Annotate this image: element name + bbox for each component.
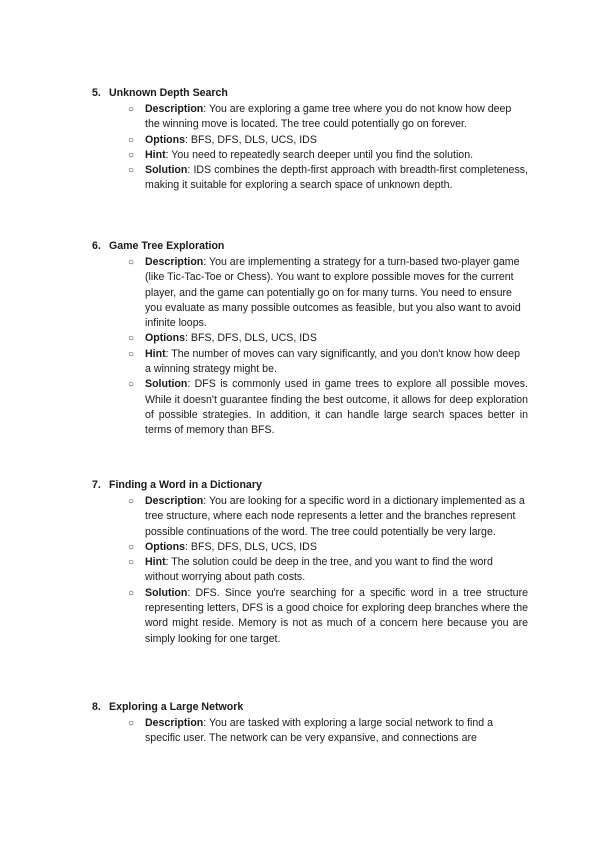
section-number: 8. xyxy=(92,701,101,713)
section-title: Game Tree Exploration xyxy=(109,240,225,252)
item-label: Description xyxy=(145,103,204,115)
circle-bullet-icon: ○ xyxy=(128,104,135,115)
circle-bullet-icon: ○ xyxy=(128,257,135,268)
item-text: : You are implementing a strategy for a turn-based two-player game (like Tic-Tac-Toe or Chess). You want to explore possible moves for the current player, and the game can potentially go on for many turns. You need to ensure you evaluate as many possible outcomes as feasible, but you also want to avoid infinite loops. xyxy=(145,256,521,330)
section-heading xyxy=(92,239,224,254)
list-item xyxy=(0,102,528,133)
item-text: : You are looking for a specific word in a dictionary implemented as a tree structure, where each node represents a letter and the branches represent possible continuations of the word. The tree could potentially be very large. xyxy=(145,495,525,538)
item-label: Hint xyxy=(145,556,166,569)
item-label: Options xyxy=(145,133,186,146)
item-text: : You need to repeatedly search deeper until you find the solution. xyxy=(165,148,474,161)
item-label: Solution xyxy=(145,586,188,599)
item-text: : You are tasked with exploring a large social network to find a specific user. The network can be very expansive, and connections are xyxy=(145,717,494,745)
item-label: Solution xyxy=(145,164,188,177)
section-number: 5. xyxy=(92,87,101,99)
section-heading xyxy=(92,478,262,493)
list-item xyxy=(0,148,528,163)
circle-bullet-icon: ○ xyxy=(128,718,135,729)
list-item xyxy=(0,716,528,747)
item-text: : BFS, DFS, DLS, UCS, IDS xyxy=(185,332,317,345)
item-label: Options xyxy=(145,540,186,553)
list-item xyxy=(0,347,528,378)
bullet-list xyxy=(0,716,600,747)
item-label: Solution xyxy=(145,378,188,391)
circle-bullet-icon: ○ xyxy=(128,541,135,553)
list-item xyxy=(0,331,528,346)
item-label: Hint xyxy=(145,347,166,360)
list-item xyxy=(0,255,528,331)
circle-bullet-icon: ○ xyxy=(128,333,135,345)
item-text: : IDS combines the depth-first approach with breadth-first completeness, making it suitable for exploring a search space of unknown depth. xyxy=(145,164,528,192)
list-item xyxy=(0,494,528,540)
item-text: : BFS, DFS, DLS, UCS, IDS xyxy=(185,133,317,146)
item-label: Description xyxy=(145,717,204,729)
section-number: 7. xyxy=(92,479,101,491)
item-text: : BFS, DFS, DLS, UCS, IDS xyxy=(185,540,317,553)
circle-bullet-icon: ○ xyxy=(128,557,135,569)
item-text: : You are exploring a game tree where you do not know how deep the winning move is located. The tree could potentially go on forever. xyxy=(145,103,512,131)
list-item xyxy=(0,377,528,438)
item-text: : DFS. Since you're searching for a specific word in a tree structure representing letters, DFS is a good choice for exploring deep branches where the word might reside. Memory is not as much of a concern here because you are simply looking for one target. xyxy=(145,586,528,645)
bullet-list xyxy=(0,255,600,439)
item-label: Hint xyxy=(145,148,166,161)
section-heading xyxy=(92,86,228,101)
item-text: : The number of moves can vary significantly, and you don't know how deep a winning strategy might be. xyxy=(145,347,520,376)
bullet-list xyxy=(0,494,600,647)
circle-bullet-icon: ○ xyxy=(128,587,135,599)
circle-bullet-icon: ○ xyxy=(128,149,135,161)
circle-bullet-icon: ○ xyxy=(128,348,135,360)
circle-bullet-icon: ○ xyxy=(128,134,135,146)
item-text: : The solution could be deep in the tree, and you want to find the word without worrying about path costs. xyxy=(145,556,493,584)
list-item xyxy=(0,540,528,555)
circle-bullet-icon: ○ xyxy=(128,496,135,507)
section-heading xyxy=(92,700,243,715)
circle-bullet-icon: ○ xyxy=(128,165,135,177)
bullet-list xyxy=(0,102,600,194)
list-item xyxy=(0,163,528,194)
item-label: Description xyxy=(145,256,204,268)
circle-bullet-icon: ○ xyxy=(128,379,135,391)
list-item xyxy=(0,555,528,586)
list-item xyxy=(0,586,528,647)
item-label: Description xyxy=(145,495,204,507)
section-title: Unknown Depth Search xyxy=(109,87,228,99)
section-title: Exploring a Large Network xyxy=(109,701,244,713)
item-label: Options xyxy=(145,332,186,345)
list-item xyxy=(0,133,528,148)
item-text: : DFS is commonly used in game trees to explore all possible moves. While it doesn't guarantee finding the best outcome, it allows for deep exploration of possible strategies. In addition, it can handle large search spaces better in terms of memory than BFS. xyxy=(145,378,528,437)
section-title: Finding a Word in a Dictionary xyxy=(109,479,262,491)
section-number: 6. xyxy=(92,240,101,252)
